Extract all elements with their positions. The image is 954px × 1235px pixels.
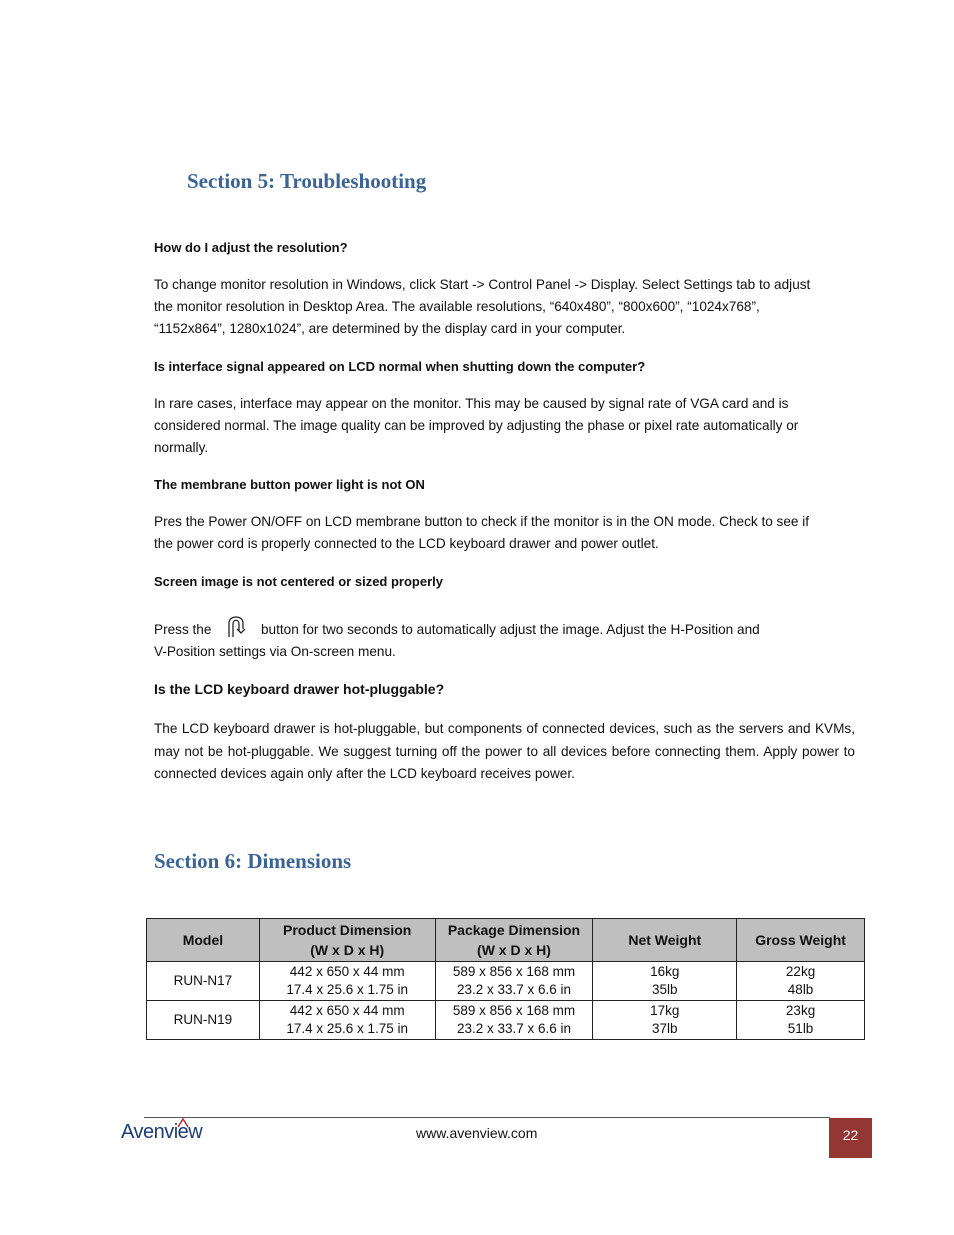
answer-line: V-Position settings via On-screen menu. [154, 644, 396, 659]
cell-product: 442 x 650 x 44 mm 17.4 x 25.6 x 1.75 in [259, 1001, 435, 1040]
header-package-dimension: Package Dimension (W x D x H) [435, 919, 593, 962]
footer-rule [144, 1117, 830, 1118]
logo-text: Avenview [121, 1121, 203, 1143]
cell-gross-weight: 22kg 48lb [737, 962, 865, 1001]
header-gross-weight: Gross Weight [737, 919, 865, 962]
answer-line: considered normal. The image quality can be improved by adjusting the phase or pixel rate automatically or [154, 418, 799, 433]
faq-question-interface-signal: Is interface signal appeared on LCD normal when shutting down the computer? [154, 359, 646, 374]
table-row [147, 1001, 865, 1040]
answer-line: “1152x864”, 1280x1024”, are determined by the display card in your computer. [154, 321, 626, 336]
press-prefix: Press the [154, 622, 212, 637]
auto-adjust-icon [219, 619, 253, 641]
table-header-row [147, 919, 865, 962]
cell-package: 589 x 856 x 168 mm 23.2 x 33.7 x 6.6 in [435, 1001, 593, 1040]
answer-line: To change monitor resolution in Windows, click Start -> Control Panel -> Display. Select Settings tab to adjust [154, 277, 811, 292]
section5-title: Section 5: Troubleshooting [187, 169, 427, 193]
faq-answer-hot-pluggable [154, 718, 855, 786]
header-model: Model [147, 919, 260, 962]
footer-url[interactable]: www.avenview.com [416, 1125, 538, 1141]
faq-question-hot-pluggable: Is the LCD keyboard drawer hot-pluggable? [154, 681, 445, 697]
header-product-dimension: Product Dimension (W x D x H) [259, 919, 435, 962]
cell-model: RUN-N17 [147, 962, 260, 1001]
cell-product: 442 x 650 x 44 mm 17.4 x 25.6 x 1.75 in [259, 962, 435, 1001]
cell-gross-weight: 23kg 51lb [737, 1001, 865, 1040]
cell-net-weight: 17kg 37lb [593, 1001, 737, 1040]
answer-line: Pres the Power ON/OFF on LCD membrane button to check if the monitor is in the ON mode. Check to see if [154, 514, 810, 529]
section6-title: Section 6: Dimensions [154, 849, 352, 873]
answer-line: the power cord is properly connected to the LCD keyboard drawer and power outlet. [154, 536, 659, 551]
dimensions-table [146, 918, 865, 1040]
answer-line: normally. [154, 440, 209, 455]
faq-answer-power-light [154, 511, 874, 555]
faq-question-resolution: How do I adjust the resolution? [154, 240, 348, 255]
answer-line: the monitor resolution in Desktop Area. The available resolutions, “640x480”, “800x600”, “1024x768”, [154, 299, 760, 314]
faq-question-screen-image: Screen image is not centered or sized properly [154, 574, 443, 589]
answer-paragraph: The LCD keyboard drawer is hot-pluggable, but components of connected devices, such as the servers and KVMs, may not be hot-pluggable. We suggest turning off the power to all devices before connecting them. Apply power to connected devices again only after the LCD keyboard receives power. [154, 721, 855, 781]
avenview-logo [121, 1121, 202, 1144]
faq-question-power-light: The membrane button power light is not ON [154, 477, 425, 492]
cell-net-weight: 16kg 35lb [593, 962, 737, 1001]
faq-answer-interface-signal [154, 393, 874, 459]
answer-line: In rare cases, interface may appear on the monitor. This may be caused by signal rate of VGA card and is [154, 396, 789, 411]
logo-mark-icon [177, 1118, 189, 1128]
press-suffix: button for two seconds to automatically adjust the image. Adjust the H-Position and [260, 622, 760, 637]
cell-package: 589 x 856 x 168 mm 23.2 x 33.7 x 6.6 in [435, 962, 593, 1001]
header-net-weight: Net Weight [593, 919, 737, 962]
faq-answer-resolution [154, 274, 874, 340]
table-row [147, 962, 865, 1001]
cell-model: RUN-N19 [147, 1001, 260, 1040]
faq-answer-screen-image [154, 619, 874, 663]
page-number: 22 [829, 1118, 872, 1158]
